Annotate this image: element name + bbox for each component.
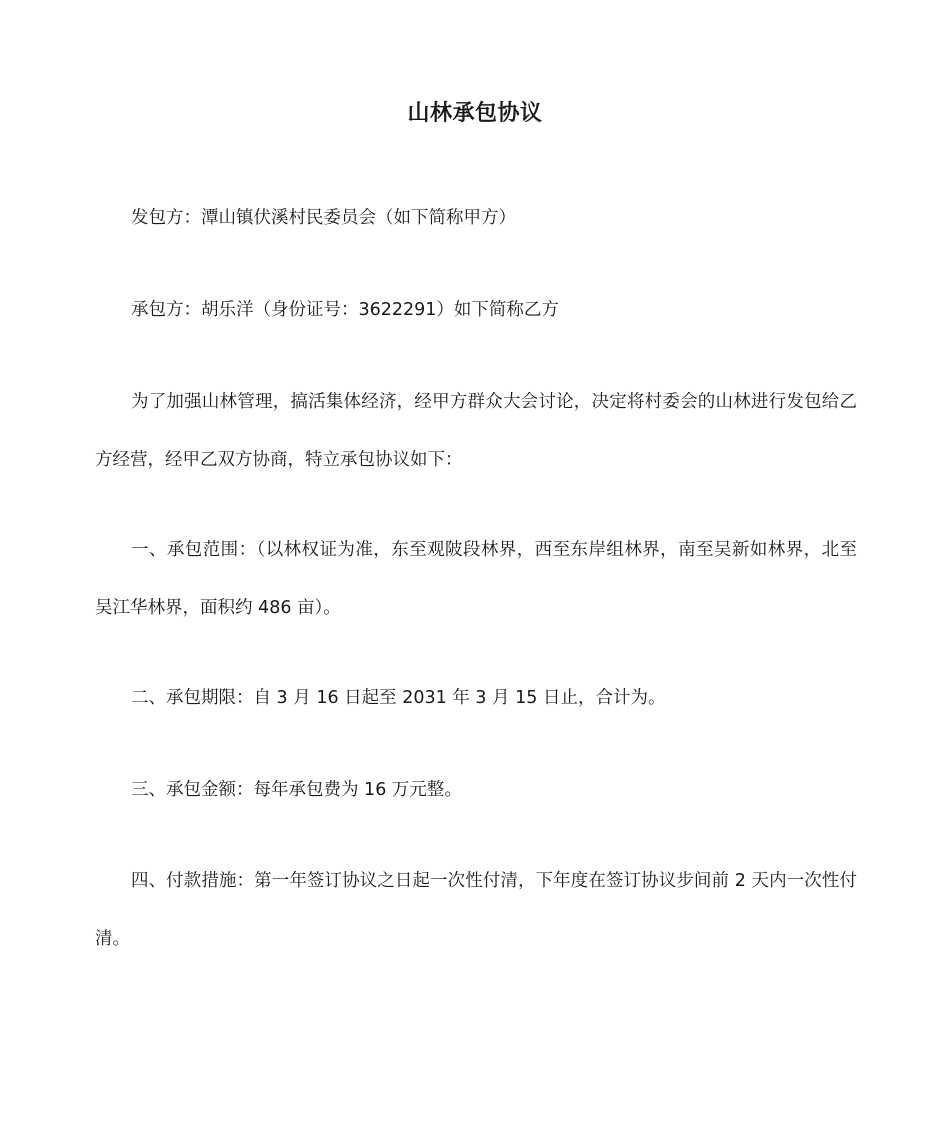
clause-term-paragraph: 二、承包期限：自 3 月 16 日起至 2031 年 3 月 15 日止，合计为。 (131, 688, 666, 708)
preamble-paragraph: 为了加强山林管理，搞活集体经济，经甲方群众大会讨论，决定将村委会的山林进行发包给乙方经营，经甲乙双方协商，特立承包协议如下： (95, 392, 857, 470)
party-a-paragraph: 发包方：潭山镇伏溪村民委员会（如下简称甲方） (131, 208, 516, 228)
document-title: 山林承包协议 (407, 101, 543, 126)
party-b-paragraph: 承包方：胡乐洋（身份证号：3622291）如下简称乙方 (131, 300, 559, 320)
clause-payment-paragraph: 四、付款措施：第一年签订协议之日起一次性付清，下年度在签订协议步间前 2 天内一次性付清。 (95, 871, 857, 949)
clause-scope-paragraph: 一、承包范围：（以林权证为准，东至观陂段林界，西至东岸组林界，南至吴新如林界，北至吴江华林界，面积约 486 亩）。 (95, 540, 857, 618)
clause-amount-paragraph: 三、承包金额：每年承包费为 16 万元整。 (131, 780, 462, 800)
